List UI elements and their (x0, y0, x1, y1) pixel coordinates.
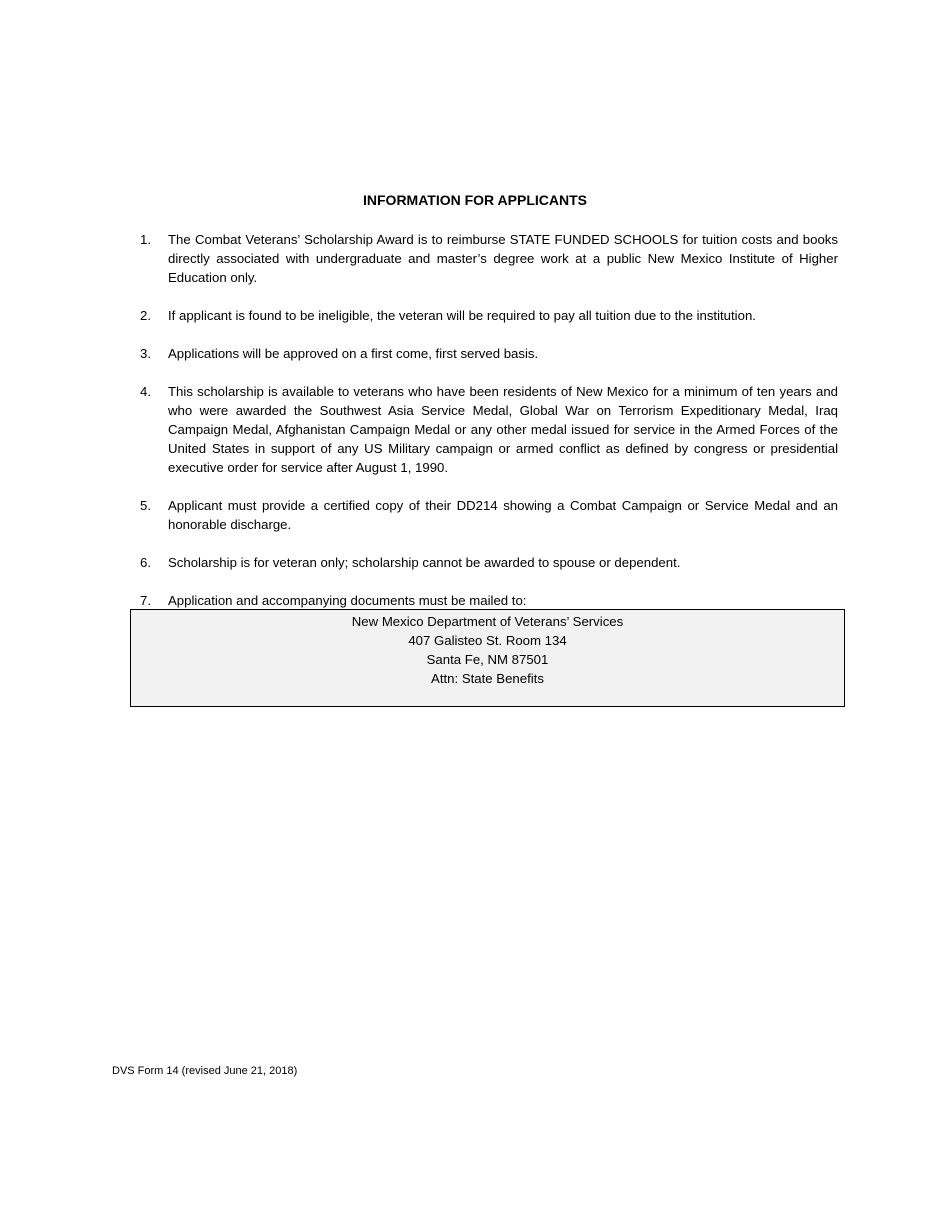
page-title: INFORMATION FOR APPLICANTS (363, 192, 587, 208)
list-item (140, 496, 838, 534)
list-item (140, 344, 838, 363)
item-number: 5. (140, 498, 151, 513)
item-number: 3. (140, 346, 151, 361)
item-text: Applications will be approved on a first come, first served basis. (168, 346, 539, 361)
address-line-street: 407 Galisteo St. Room 134 (408, 633, 567, 648)
item-text: This scholarship is available to veterans who have been residents of New Mexico for a minimum of ten years and who were awarded the Southwest Asia Service Medal, Global War on Terrorism Expeditionary Medal, Iraq Campaign Medal, Afghanistan Campaign Medal or any other medal issued for service in the Armed Forces of the United States in support of any US Military campaign or armed conflict as defined by congress or presidential executive order for service after August 1, 1990. (168, 384, 838, 475)
list-item (140, 591, 838, 610)
item-text: Applicant must provide a certified copy of their DD214 showing a Combat Campaign or Service Medal and an honorable discharge. (168, 498, 838, 532)
item-number: 2. (140, 308, 151, 323)
mailing-address-box (130, 609, 845, 707)
address-line-city: Santa Fe, NM 87501 (426, 652, 549, 667)
item-text: If applicant is found to be ineligible, the veteran will be required to pay all tuition due to the institution. (168, 308, 756, 323)
list-item (140, 382, 838, 477)
address-line-attention: Attn: State Benefits (431, 671, 544, 686)
applicant-info-list (140, 230, 838, 629)
item-text: Scholarship is for veteran only; scholarship cannot be awarded to spouse or dependent. (168, 555, 681, 570)
form-revision-footer: DVS Form 14 (revised June 21, 2018) (112, 1065, 298, 1077)
item-text: Application and accompanying documents must be mailed to: (168, 593, 527, 608)
item-number: 4. (140, 384, 151, 399)
list-item (140, 306, 838, 325)
item-text: The Combat Veterans’ Scholarship Award is to reimburse STATE FUNDED SCHOOLS for tuition costs and books directly associated with undergraduate and master’s degree work at a public New Mexico Institute of Higher Education only. (168, 232, 838, 285)
list-item (140, 553, 838, 572)
list-item (140, 230, 838, 287)
item-number: 7. (140, 593, 151, 608)
item-number: 1. (140, 232, 151, 247)
item-number: 6. (140, 555, 151, 570)
address-line-organization: New Mexico Department of Veterans’ Services (351, 614, 624, 629)
